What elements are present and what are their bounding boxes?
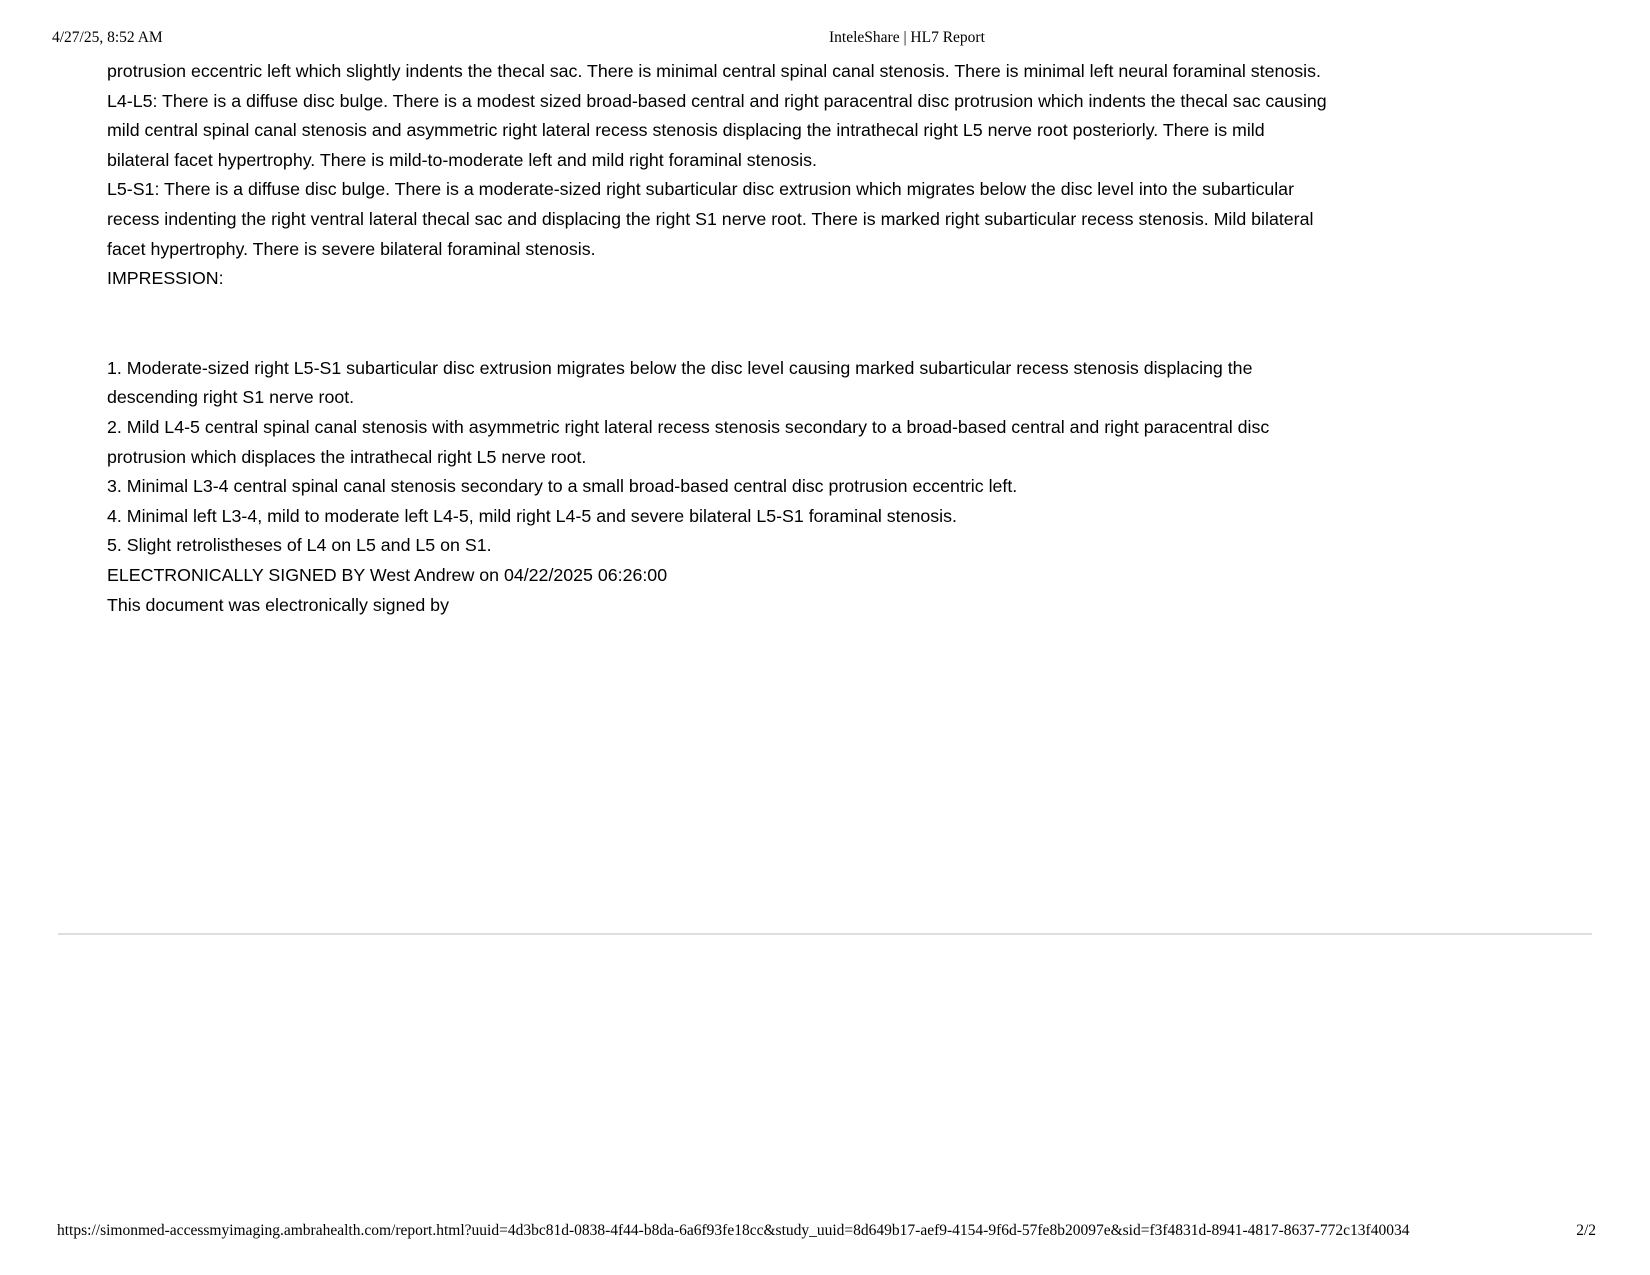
report-body (107, 57, 1329, 620)
finding-continuation-paragraph: protrusion eccentric left which slightly indents the thecal sac. There is minimal central spinal canal stenosis. There is minimal left neural foraminal stenosis. (107, 61, 1321, 81)
impression-heading: IMPRESSION: (107, 268, 224, 289)
print-footer-page-number: 2/2 (1576, 1222, 1596, 1239)
electronic-signature-line: ELECTRONICALLY SIGNED BY West Andrew on 04/22/2025 06:26:00 (107, 564, 668, 585)
impression-item-4: 4. Minimal left L3-4, mild to moderate left L4-5, mild right L4-5 and severe bilateral L5-S1 foraminal stenosis. (107, 505, 957, 526)
impression-item-5: 5. Slight retrolistheses of L4 on L5 and L5 on S1. (107, 535, 492, 556)
impression-item-2: 2. Mild L4-5 central spinal canal stenosis with asymmetric right lateral recess stenosis secondary to a broad-based central and right paracentral disc protrusion which displaces the intrathecal right L5 nerve root. (107, 416, 1270, 467)
section-divider (58, 933, 1592, 935)
print-header-title: InteleShare | HL7 Report (829, 29, 985, 46)
print-header-datetime: 4/27/25, 8:52 AM (52, 29, 163, 46)
impression-item-1: 1. Moderate-sized right L5-S1 subarticular disc extrusion migrates below the disc level causing marked subarticular recess stenosis displacing the descending right S1 nerve root. (107, 357, 1253, 408)
esign-note: This document was electronically signed by (107, 594, 449, 615)
impression-list (107, 354, 1329, 561)
impression-item-3: 3. Minimal L3-4 central spinal canal stenosis secondary to a small broad-based central disc protrusion eccentric left. (107, 476, 1018, 497)
finding-paragraph-l5-s1: L5-S1: There is a diffuse disc bulge. There is a moderate-sized right subarticular disc extrusion which migrates below the disc level into the subarticular recess indenting the right ventral lateral thecal sac and displacing the right S1 nerve root. There is marked right subarticular recess stenosis. Mild bilateral facet hypertrophy. There is severe bilateral foraminal stenosis. (107, 179, 1314, 259)
print-footer-url: https://simonmed-accessmyimaging.ambrahealth.com/report.html?uuid=4d3bc81d-0838-4f44-b8da-6a6f93fe18cc&study_uuid=8d649b17-aef9-4154-9f6d-57fe8b20097e&sid=f3f4831d-8941-4817-8637-772c13f40034 (57, 1222, 1410, 1239)
finding-paragraph-l4-l5: L4-L5: There is a diffuse disc bulge. There is a modest sized broad-based central and right paracentral disc protrusion which indents the thecal sac causing mild central spinal canal stenosis and asymmetric right lateral recess stenosis displacing the intrathecal right L5 nerve root posteriorly. There is mild bilateral facet hypertrophy. There is mild-to-moderate left and mild right foraminal stenosis. (107, 90, 1327, 170)
